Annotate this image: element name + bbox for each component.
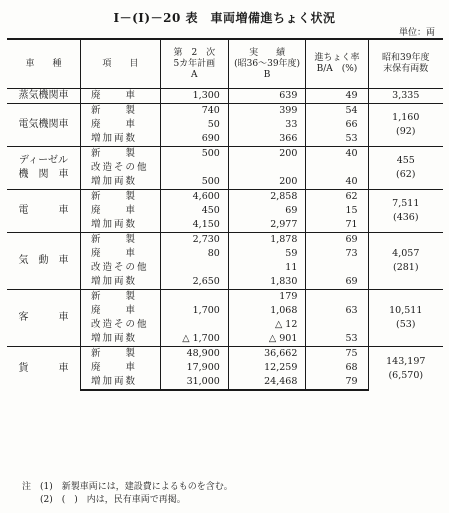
footnotes [22, 481, 233, 507]
table-row [7, 147, 443, 162]
table-row [7, 233, 443, 248]
vehicle-electric-locomotive: 電気機関車 [7, 104, 80, 147]
cell-rate: 54 [306, 104, 368, 119]
cell-item: 新 製 [80, 233, 160, 248]
cell-actual: 1,068 [228, 304, 306, 318]
table-row [7, 347, 443, 362]
cell-rate: 71 [306, 218, 368, 233]
cell-actual: 11 [228, 261, 306, 275]
cell-owned: 4,057 (281) [368, 233, 443, 290]
vehicle-diesel-railcar: 気 動 車 [7, 233, 80, 290]
cell-rate: 63 [306, 304, 368, 318]
cell-item: 新 製 [80, 347, 160, 362]
cell-plan: 1,300 [160, 89, 228, 104]
cell-owned: 10,511 (53) [368, 290, 443, 347]
cell-plan [160, 318, 228, 332]
cell-plan: 2,650 [160, 275, 228, 290]
header-rate: 進ちょく率 B/A (%) [306, 39, 368, 89]
cell-item: 増加両数 [80, 175, 160, 190]
cell-plan: △ 1,700 [160, 332, 228, 347]
table-row [7, 290, 443, 305]
table-row [7, 89, 443, 104]
cell-plan: 31,000 [160, 375, 228, 390]
cell-owned: 455 (62) [368, 147, 443, 190]
cell-item: 廃 車 [80, 304, 160, 318]
vehicle-diesel-locomotive: ディーゼル 機 関 車 [7, 147, 80, 190]
cell-actual [228, 161, 306, 175]
cell-item: 増加両数 [80, 275, 160, 290]
footnote-2: (2) ( ) 内は，民有車両で再掲。 [22, 495, 186, 505]
cell-actual: 12,259 [228, 361, 306, 375]
cell-plan: 740 [160, 104, 228, 119]
table-row [7, 190, 443, 205]
cell-item: 新 製 [80, 147, 160, 162]
cell-item: 廃 車 [80, 361, 160, 375]
cell-actual: 33 [228, 118, 306, 132]
cell-rate [306, 261, 368, 275]
unit-label: 単位：両 [398, 28, 435, 38]
cell-actual: 399 [228, 104, 306, 119]
cell-item: 廃 車 [80, 204, 160, 218]
cell-rate: 40 [306, 147, 368, 162]
cell-rate: 66 [306, 118, 368, 132]
cell-actual: 179 [228, 290, 306, 305]
cell-plan: 80 [160, 247, 228, 261]
vehicle-steam-locomotive: 蒸気機関車 [7, 89, 80, 104]
cell-actual: 2,977 [228, 218, 306, 233]
cell-actual: 69 [228, 204, 306, 218]
cell-actual: 366 [228, 132, 306, 147]
cell-rate: 62 [306, 190, 368, 205]
table-body [7, 89, 443, 391]
cell-plan: 1,700 [160, 304, 228, 318]
cell-plan: 4,150 [160, 218, 228, 233]
header-actual: 実 績 (昭36〜39年度) B [228, 39, 306, 89]
cell-rate: 75 [306, 347, 368, 362]
cell-rate [306, 318, 368, 332]
cell-rate: 69 [306, 275, 368, 290]
cell-actual: 1,830 [228, 275, 306, 290]
cell-item: 改造その他 [80, 318, 160, 332]
cell-owned: 3,335 [368, 89, 443, 104]
cell-rate: 53 [306, 132, 368, 147]
cell-actual: 2,858 [228, 190, 306, 205]
cell-item: 廃 車 [80, 118, 160, 132]
cell-item: 改造その他 [80, 261, 160, 275]
cell-actual: △ 12 [228, 318, 306, 332]
cell-plan [160, 261, 228, 275]
cell-item: 改造その他 [80, 161, 160, 175]
cell-rate: 15 [306, 204, 368, 218]
cell-rate: 79 [306, 375, 368, 390]
cell-rate: 53 [306, 332, 368, 347]
cell-rate: 49 [306, 89, 368, 104]
cell-plan: 4,600 [160, 190, 228, 205]
cell-actual: 24,468 [228, 375, 306, 390]
cell-actual: 639 [228, 89, 306, 104]
cell-actual: △ 901 [228, 332, 306, 347]
cell-item: 増加両数 [80, 332, 160, 347]
cell-rate: 68 [306, 361, 368, 375]
cell-plan: 450 [160, 204, 228, 218]
vehicle-freight-car: 貨 車 [7, 347, 80, 391]
cell-item: 増加両数 [80, 218, 160, 233]
cell-plan [160, 161, 228, 175]
cell-rate: 40 [306, 175, 368, 190]
cell-owned: 143,197 (6,570) [368, 347, 443, 391]
cell-owned: 1,160 (92) [368, 104, 443, 147]
header-row [7, 39, 443, 89]
cell-actual: 200 [228, 175, 306, 190]
cell-rate: 73 [306, 247, 368, 261]
footnote-1: 注 (1) 新製車両には，建設費によるものを含む。 [22, 482, 233, 492]
cell-item: 新 製 [80, 290, 160, 305]
cell-item: 増加両数 [80, 375, 160, 390]
cell-actual: 59 [228, 247, 306, 261]
cell-owned: 7,511 (436) [368, 190, 443, 233]
header-plan: 第 2 次 5カ年計画 A [160, 39, 228, 89]
cell-plan: 17,900 [160, 361, 228, 375]
cell-plan [160, 290, 228, 305]
cell-rate [306, 161, 368, 175]
vehicle-electric-railcar: 電 車 [7, 190, 80, 233]
header-vehicle: 車 種 [7, 39, 80, 89]
table-title: I－(I)－20 表 車両増備進ちょく状況 [113, 11, 336, 25]
cell-plan: 500 [160, 147, 228, 162]
progress-table [7, 38, 443, 391]
cell-actual: 200 [228, 147, 306, 162]
cell-actual: 36,662 [228, 347, 306, 362]
cell-plan: 50 [160, 118, 228, 132]
cell-plan: 48,900 [160, 347, 228, 362]
cell-item: 新 製 [80, 190, 160, 205]
header-owned: 昭和39年度 末保有両数 [368, 39, 443, 89]
cell-plan: 2,730 [160, 233, 228, 248]
header-item: 項 目 [80, 39, 160, 89]
cell-actual: 1,878 [228, 233, 306, 248]
cell-item: 増加両数 [80, 132, 160, 147]
cell-plan: 690 [160, 132, 228, 147]
cell-plan: 500 [160, 175, 228, 190]
table-row [7, 104, 443, 119]
cell-item: 廃 車 [80, 89, 160, 104]
cell-item: 廃 車 [80, 247, 160, 261]
cell-rate: 69 [306, 233, 368, 248]
cell-item: 新 製 [80, 104, 160, 119]
cell-rate [306, 290, 368, 305]
vehicle-passenger-car: 客 車 [7, 290, 80, 347]
